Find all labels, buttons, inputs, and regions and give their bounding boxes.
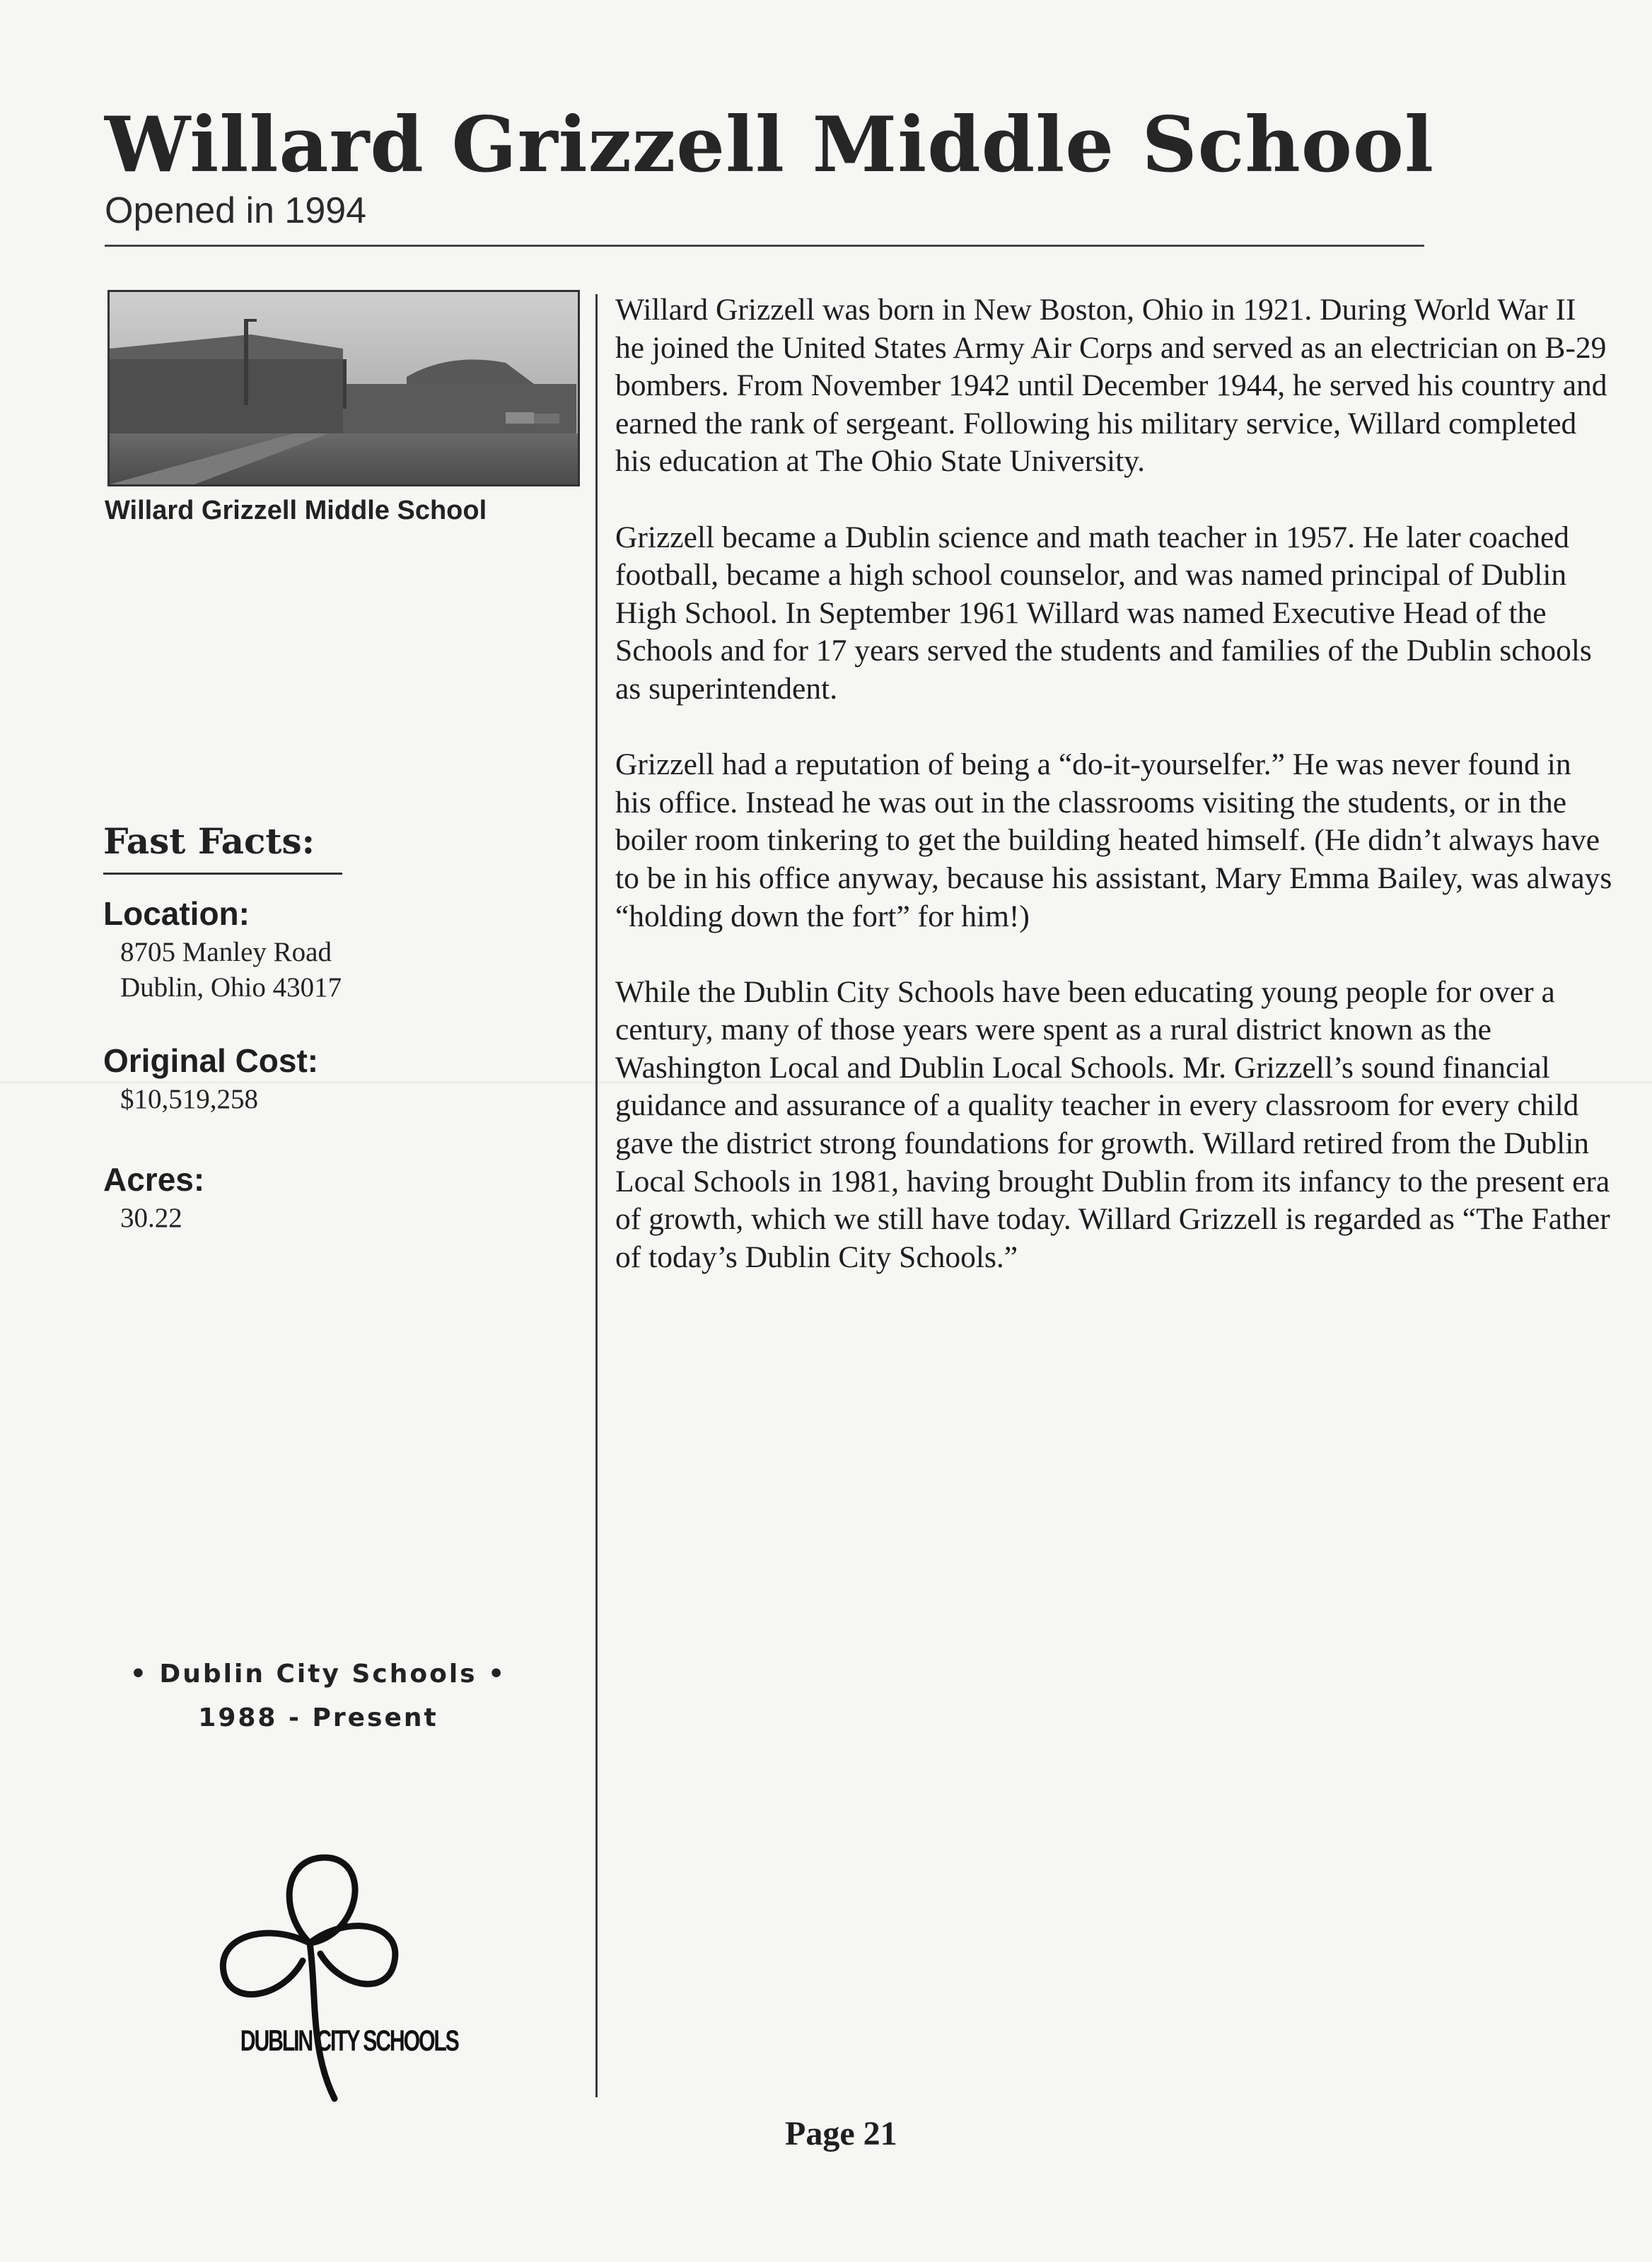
title-divider bbox=[105, 245, 1424, 247]
paragraph: Grizzell had a reputation of being a “do-it-yourselfer.” He was never found in his office. Instead he was out in the classrooms visiting the students, or in the boiler room tinkering to get the building heated himself. (He didn’t always have to be in his office anyway, because his assistant, Mary Emma Bailey, was always “holding down the fort” for him!) bbox=[615, 747, 1612, 933]
page-subtitle: Opened in 1994 bbox=[105, 190, 367, 231]
fast-facts-heading: Fast Facts: bbox=[103, 820, 315, 862]
logo-wordmark: DUBLIN CITY SCHOOLS bbox=[240, 2024, 458, 2057]
page-title: Willard Grizzell Middle School bbox=[105, 100, 1434, 190]
paragraph: Grizzell became a Dublin science and math teacher in 1957. He later coached football, became a high school counselor, and was named principal of Dublin High School. In September 1961 Willard was named Executive Head of the Schools and for 17 years served the students and families of the Dublin schools as superintendent. bbox=[615, 520, 1592, 706]
shamrock-icon bbox=[204, 1837, 465, 2106]
original-cost-value: $10,519,258 bbox=[120, 1084, 258, 1114]
district-name: • Dublin City Schools • bbox=[129, 1660, 507, 1689]
biography-text bbox=[615, 291, 1612, 1314]
paragraph: Willard Grizzell was born in New Boston, Ohio in 1921. During World War II he joined the United States Army Air Corps and served as an electrician on B-29 bombers. From November 1942 until December 1944, he served his country and earned the rank of sergeant. Following his military service, Willard completed his education at The Ohio State University. bbox=[615, 293, 1607, 479]
column-divider bbox=[595, 294, 598, 2097]
location-address-line1: 8705 Manley Road bbox=[120, 937, 332, 967]
school-photo bbox=[107, 290, 580, 486]
acres-label: Acres: bbox=[103, 1161, 205, 1198]
page-number: Page 21 bbox=[785, 2115, 897, 2152]
fast-facts-underline bbox=[103, 873, 342, 875]
original-cost-label: Original Cost: bbox=[103, 1042, 319, 1079]
photo-caption: Willard Grizzell Middle School bbox=[105, 496, 487, 525]
district-years: 1988 - Present bbox=[198, 1703, 438, 1732]
dublin-city-schools-logo bbox=[204, 1837, 465, 2106]
location-label: Location: bbox=[103, 895, 250, 932]
acres-value: 30.22 bbox=[120, 1203, 182, 1233]
location-address-line2: Dublin, Ohio 43017 bbox=[120, 972, 342, 1003]
paragraph: While the Dublin City Schools have been educating young people for over a century, many of those years were spent as a rural district known as the Washington Local and Dublin Local Schools. Mr. Grizzell’s sound financial guidance and assurance of a quality teacher in every classroom for every child gave the district strong foundations for growth. Willard retired from the Dublin Local Schools in 1981, having brought Dublin from its infancy to the present era of growth, which we still have today. Willard Grizzell is regarded as “The Father of today’s Dublin City Schools.” bbox=[615, 974, 1610, 1274]
